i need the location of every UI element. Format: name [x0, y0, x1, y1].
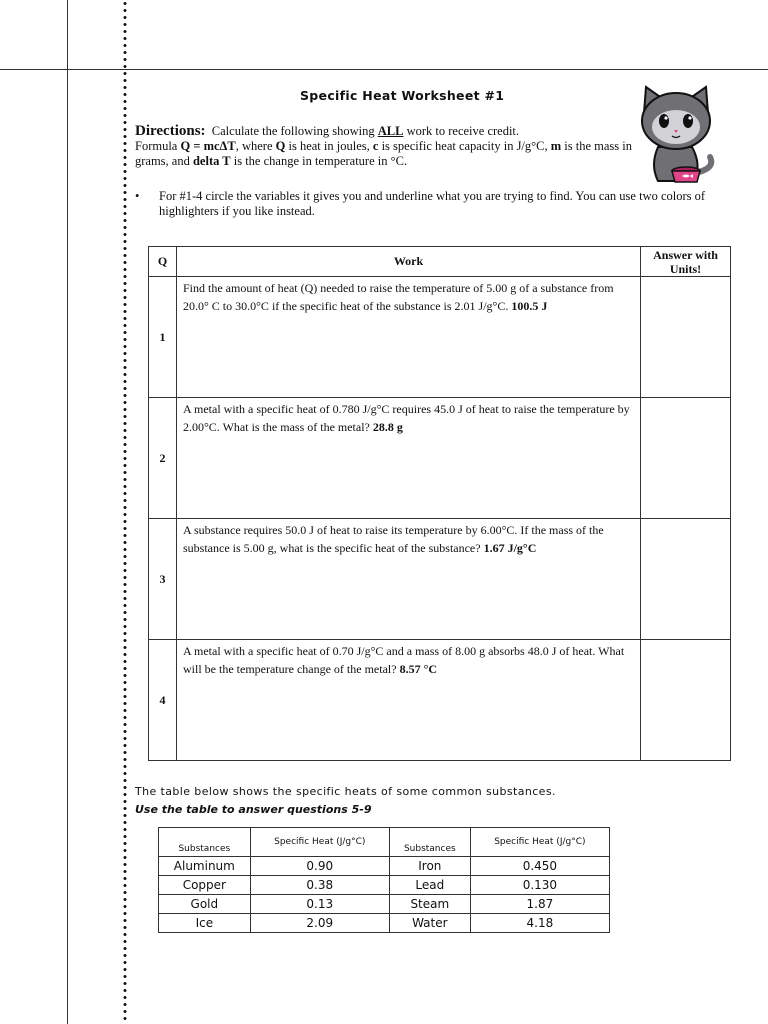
specific-heat-header — [159, 828, 610, 857]
question-text — [177, 519, 641, 640]
formula-text-1: , where — [235, 139, 276, 153]
formula-label: Formula — [135, 139, 181, 153]
header-substances: Substances — [159, 828, 251, 857]
value-cell: 0.130 — [470, 876, 609, 895]
answer-cell[interactable] — [641, 640, 731, 761]
substance-cell: Lead — [389, 876, 470, 895]
directions-all: ALL — [377, 124, 404, 138]
question-prompt: A metal with a specific heat of 0.780 J/g°C requires 45.0 J of heat to raise the temperature by 2.00°C. What is the mass of the metal? — [183, 402, 630, 434]
cat-illustration — [636, 85, 718, 189]
question-answer: 100.5 J — [511, 299, 548, 313]
header-specific-heat: Specific Heat (J/g°C) — [250, 828, 389, 857]
question-text — [177, 398, 641, 519]
left-margin-line — [67, 0, 68, 1024]
header-substances: Substances — [389, 828, 470, 857]
value-cell: 0.38 — [250, 876, 389, 895]
question-answer: 1.67 J/g°C — [483, 541, 537, 555]
substance-cell: Aluminum — [159, 857, 251, 876]
var-c: c — [372, 139, 379, 153]
formula-text-2: is heat in joules, — [285, 139, 373, 153]
var-m: m — [550, 139, 562, 153]
question-prompt: A metal with a specific heat of 0.70 J/g°C and a mass of 8.00 g absorbs 48.0 J of heat. What will be the temperature change of the metal? — [183, 644, 625, 676]
directions-line1-end: work to receive credit. — [403, 124, 520, 138]
substance-cell: Ice — [159, 914, 251, 933]
substance-cell: Water — [389, 914, 470, 933]
value-cell: 2.09 — [250, 914, 389, 933]
value-cell: 0.13 — [250, 895, 389, 914]
var-delta-t: delta T — [192, 154, 231, 168]
directions-line1: Calculate the following showing — [211, 124, 378, 138]
question-answer: 8.57 °C — [399, 662, 438, 676]
directions-heading: Directions: — [135, 123, 206, 139]
table-row — [159, 876, 610, 895]
value-cell: 0.450 — [470, 857, 609, 876]
bullet-text: For #1-4 circle the variables it gives you and underline what you are trying to find. You can use two colors of highlighters if you like instead. — [159, 189, 706, 218]
dotted-margin — [123, 0, 127, 1024]
table-row — [159, 914, 610, 933]
bullet-icon: • — [135, 189, 140, 203]
value-cell: 4.18 — [470, 914, 609, 933]
page-title: Specific Heat Worksheet #1 — [300, 88, 505, 103]
substance-cell: Gold — [159, 895, 251, 914]
question-prompt: A substance requires 50.0 J of heat to raise its temperature by 6.00°C. If the mass of the substance is 5.00 g, what is the specific heat of the substance? — [183, 523, 604, 555]
value-cell: 1.87 — [470, 895, 609, 914]
formula-text-3: is specific heat capacity in J/g°C, — [378, 139, 551, 153]
answer-cell[interactable] — [641, 277, 731, 398]
work-table-header — [149, 247, 731, 277]
table-instruction: Use the table to answer questions 5-9 — [135, 803, 372, 816]
substance-cell: Iron — [389, 857, 470, 876]
substance-cell: Steam — [389, 895, 470, 914]
question-number: 3 — [149, 519, 177, 640]
question-answer: 28.8 g — [372, 420, 403, 434]
work-table — [148, 246, 731, 761]
question-number: 1 — [149, 277, 177, 398]
header-q: Q — [149, 247, 177, 277]
top-rule-line — [0, 69, 768, 70]
table-row — [149, 398, 731, 519]
header-work: Work — [177, 247, 641, 277]
question-prompt: Find the amount of heat (Q) needed to raise the temperature of 5.00 g of a substance from 20.0° C to 30.0°C if the specific heat of the substance is 2.01 J/g°C. — [183, 281, 614, 313]
substance-cell: Copper — [159, 876, 251, 895]
formula-text-5: is the change in temperature in °C. — [230, 154, 408, 168]
answer-cell[interactable] — [641, 519, 731, 640]
table-row — [159, 895, 610, 914]
table-row — [149, 519, 731, 640]
table-intro: The table below shows the specific heats of some common substances. — [135, 785, 556, 798]
formula: Q = mcΔT — [180, 139, 236, 153]
answer-cell[interactable] — [641, 398, 731, 519]
directions-text — [135, 124, 640, 169]
value-cell: 0.90 — [250, 857, 389, 876]
question-text — [177, 640, 641, 761]
header-specific-heat: Specific Heat (J/g°C) — [470, 828, 609, 857]
question-number: 4 — [149, 640, 177, 761]
formula-text-4: is the mass in grams, and — [135, 139, 633, 168]
specific-heat-table — [158, 827, 610, 933]
table-row — [149, 640, 731, 761]
table-row — [159, 857, 610, 876]
header-answer: Answer with Units! — [641, 247, 731, 277]
question-text — [177, 277, 641, 398]
var-q: Q — [275, 139, 286, 153]
table-row — [149, 277, 731, 398]
question-number: 2 — [149, 398, 177, 519]
